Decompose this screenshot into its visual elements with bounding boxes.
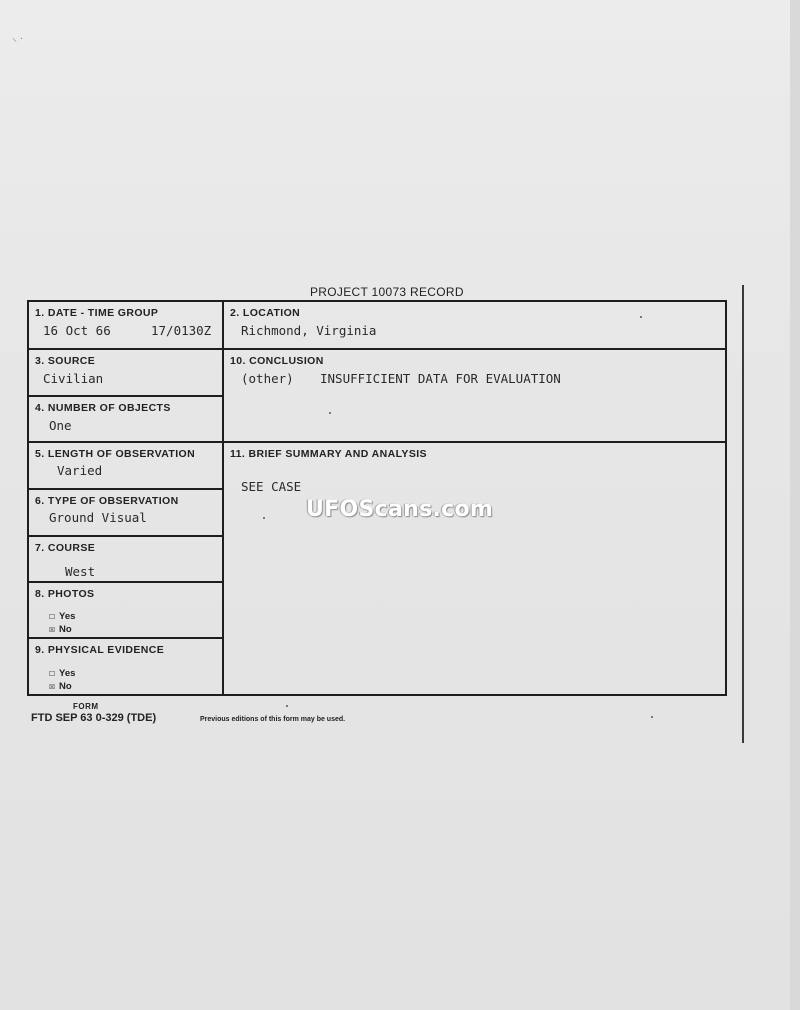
source-value: Civilian <box>43 371 104 386</box>
speck <box>651 716 653 718</box>
physical-evidence-no-option <box>49 681 72 692</box>
date-time-group-cell <box>29 302 222 348</box>
length-of-observation-value: Varied <box>57 463 103 478</box>
type-of-observation-cell <box>29 488 222 535</box>
number-of-objects-value: One <box>49 418 72 433</box>
footer-form-id: FTD SEP 63 0-329 (TDE) <box>31 712 157 724</box>
photos-yes-label: Yes <box>59 611 76 622</box>
conclusion-qualifier: (other) <box>241 371 294 386</box>
type-of-observation-value: Ground Visual <box>49 510 147 525</box>
conclusion-value: INSUFFICIENT DATA FOR EVALUATION <box>320 371 561 386</box>
time-value: 17/0130Z <box>151 323 212 338</box>
course-value: West <box>65 564 96 579</box>
form-title: PROJECT 10073 RECORD <box>310 285 464 299</box>
photos-no-checkbox-icon: ☒ <box>49 624 56 635</box>
footer-form-word: FORM <box>73 702 99 711</box>
physical-evidence-no-checkbox-icon: ☒ <box>49 681 56 692</box>
conclusion-label: 10. CONCLUSION <box>230 355 324 367</box>
conclusion-cell <box>222 348 725 441</box>
photos-no-option <box>49 624 72 635</box>
type-of-observation-label: 6. TYPE OF OBSERVATION <box>35 495 179 507</box>
speck <box>640 316 642 318</box>
length-of-observation-cell <box>29 441 222 488</box>
course-label: 7. COURSE <box>35 542 96 554</box>
physical-evidence-yes-option <box>49 668 75 679</box>
physical-evidence-label: 9. PHYSICAL EVIDENCE <box>35 644 165 656</box>
location-label: 2. LOCATION <box>230 307 301 319</box>
source-cell <box>29 348 222 395</box>
photos-no-label: No <box>59 624 72 635</box>
summary-value: SEE CASE <box>241 479 302 494</box>
watermark: UFOScans.com <box>306 497 494 522</box>
date-value: 16 Oct 66 <box>43 323 111 338</box>
speck <box>263 517 265 519</box>
photos-cell <box>29 581 222 637</box>
location-value: Richmond, Virginia <box>241 323 377 338</box>
physical-evidence-cell <box>29 637 222 694</box>
physical-evidence-yes-label: Yes <box>59 668 76 679</box>
number-of-objects-label: 4. NUMBER OF OBJECTS <box>35 402 171 414</box>
summary-label: 11. BRIEF SUMMARY AND ANALYSIS <box>230 448 427 460</box>
photos-label: 8. PHOTOS <box>35 588 95 600</box>
physical-evidence-no-label: No <box>59 681 72 692</box>
physical-evidence-yes-checkbox-icon: ☐ <box>49 668 56 679</box>
photos-yes-option <box>49 611 75 622</box>
source-label: 3. SOURCE <box>35 355 96 367</box>
location-cell <box>222 302 725 348</box>
number-of-objects-cell <box>29 395 222 441</box>
date-time-group-label: 1. DATE - TIME GROUP <box>35 307 159 319</box>
page-edge-line <box>742 285 744 743</box>
length-of-observation-label: 5. LENGTH OF OBSERVATION <box>35 448 196 460</box>
corner-smudge: ⸜ · <box>12 33 24 44</box>
summary-cell <box>222 441 725 694</box>
course-cell <box>29 535 222 581</box>
speck <box>286 705 288 707</box>
footer-note: Previous editions of this form may be used. <box>200 716 346 723</box>
speck <box>329 412 331 414</box>
photos-yes-checkbox-icon: ☐ <box>49 611 56 622</box>
